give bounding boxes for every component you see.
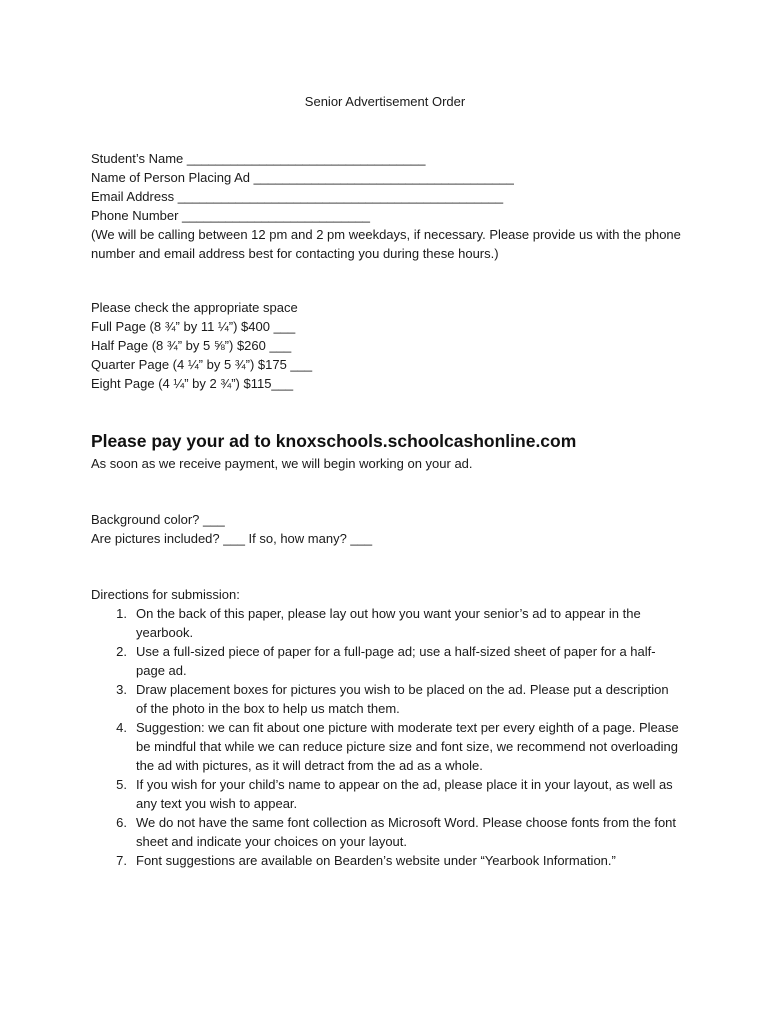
background-color-question: Background color? ___ xyxy=(91,512,225,527)
ad-size-option-eighth-page: Eight Page (4 ¼” by 2 ¾”) $115___ xyxy=(91,376,294,391)
document-title: Senior Advertisement Order xyxy=(304,94,466,109)
direction-text: Suggestion: we can fit about one picture with moderate text per every eighth of a page. Please be mindful that while we can reduce picture size and font size, we recommend not overloading the ad with pictures, as it will detract from the ad as a whole. xyxy=(136,720,679,773)
direction-item xyxy=(91,642,681,680)
ad-size-option-full-page: Full Page (8 ¾” by 11 ¼”) $400 ___ xyxy=(91,319,296,334)
payment-section xyxy=(91,454,691,473)
ad-size-option-half-page: Half Page (8 ¾” by 5 ⅝”) $260 ___ xyxy=(91,338,292,353)
student-name-field: Student’s Name _________________________________ xyxy=(91,151,426,166)
directions-list xyxy=(91,604,691,870)
direction-number: 4. xyxy=(116,720,127,735)
direction-number: 5. xyxy=(116,777,127,792)
direction-item xyxy=(91,813,681,851)
direction-text: If you wish for your child’s name to appear on the ad, please place it in your layout, as well as any text you wish to appear. xyxy=(136,777,673,811)
direction-item xyxy=(91,851,681,870)
ad-size-option-quarter-page: Quarter Page (4 ¼” by 5 ¾”) $175 ___ xyxy=(91,357,313,372)
direction-item xyxy=(91,680,681,718)
direction-text: Font suggestions are available on Bearden’s website under “Yearbook Information.” xyxy=(136,853,616,868)
direction-text: We do not have the same font collection as Microsoft Word. Please choose fonts from the font sheet and indicate your choices on your layout. xyxy=(136,815,677,849)
phone-number-field: Phone Number __________________________ xyxy=(91,208,371,223)
direction-text: Use a full-sized piece of paper for a full-page ad; use a half-sized sheet of paper for a half-page ad. xyxy=(136,644,656,678)
direction-text: On the back of this paper, please lay out how you want your senior’s ad to appear in the yearbook. xyxy=(136,606,641,640)
direction-number: 2. xyxy=(116,644,127,659)
calling-hours-note: (We will be calling between 12 pm and 2 pm weekdays, if necessary. Please provide us with the phone number and email address best for contacting you during these hours.) xyxy=(91,227,685,261)
payment-note: As soon as we receive payment, we will begin working on your ad. xyxy=(91,456,473,471)
direction-number: 7. xyxy=(116,853,127,868)
direction-text: Draw placement boxes for pictures you wish to be placed on the ad. Please put a description of the photo in the box to help us match them. xyxy=(136,682,669,716)
pictures-question: Are pictures included? ___ If so, how many? ___ xyxy=(91,531,373,546)
direction-number: 3. xyxy=(116,682,127,697)
direction-item xyxy=(91,718,681,775)
email-address-field: Email Address _____________________________________________ xyxy=(91,189,504,204)
direction-number: 6. xyxy=(116,815,127,830)
ad-size-section xyxy=(91,298,691,393)
ad-options-section xyxy=(91,510,691,548)
directions-heading: Directions for submission: xyxy=(91,587,240,602)
direction-item xyxy=(91,775,681,813)
directions-section xyxy=(91,585,691,870)
contact-info-section xyxy=(91,149,691,263)
ad-size-instructions: Please check the appropriate space xyxy=(91,300,298,315)
direction-item xyxy=(91,604,681,642)
person-placing-ad-field: Name of Person Placing Ad ____________________________________ xyxy=(91,170,514,185)
direction-number: 1. xyxy=(116,606,127,621)
payment-heading: Please pay your ad to knoxschools.schoolcashonline.com xyxy=(91,431,577,451)
